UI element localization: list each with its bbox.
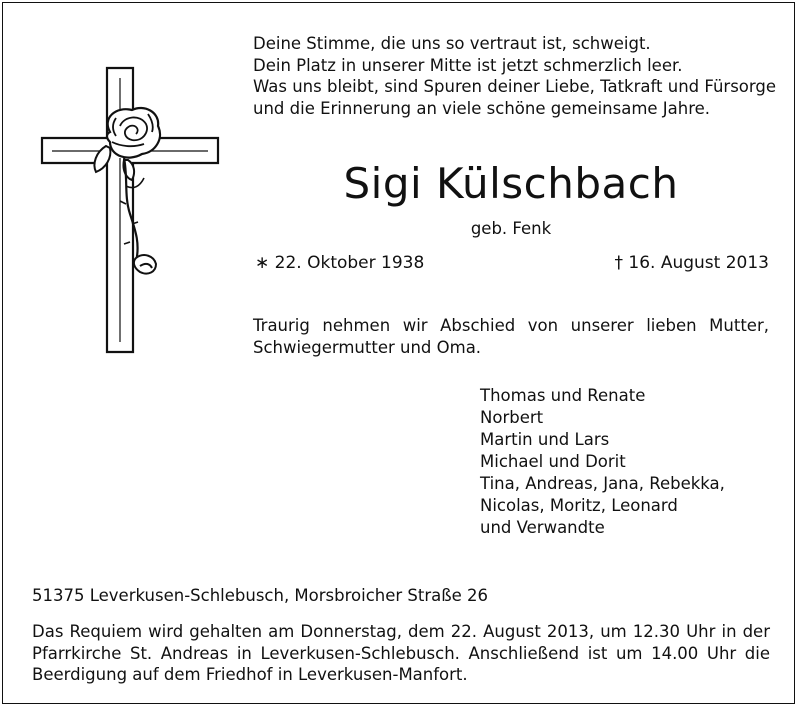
birth-date: ∗ 22. Oktober 1938: [255, 253, 425, 273]
mourner-entry: Nicolas, Moritz, Leonard: [480, 496, 678, 515]
farewell-text: [253, 315, 769, 359]
mourner-entry: Michael und Dorit: [480, 452, 626, 471]
deceased-name: Sigi Külschbach: [343, 159, 679, 208]
poem-line: und die Erinnerung an viele schöne gemeinsame Jahre.: [253, 98, 711, 118]
farewell-line: Schwiegermutter und Oma.: [253, 338, 482, 357]
poem-line: Was uns bleibt, sind Spuren deiner Liebe, Tatkraft und Fürsorge: [253, 77, 777, 96]
address: 51375 Leverkusen-Schlebusch, Morsbroicher Straße 26: [32, 586, 489, 605]
requiem-line: Beerdigung auf dem Friedhof in Leverkusen-Manfort.: [32, 665, 468, 684]
death-date: † 16. August 2013: [614, 253, 769, 273]
mourners-list: [480, 385, 725, 539]
poem: [253, 33, 783, 119]
birth-name: geb. Fenk: [470, 219, 552, 238]
mourner-entry: Martin und Lars: [480, 430, 610, 449]
poem-line: Dein Platz in unserer Mitte ist jetzt schmerzlich leer.: [253, 55, 683, 75]
cross-with-rose-icon: [40, 66, 220, 356]
mourner-entry: Tina, Andreas, Jana, Rebekka,: [480, 474, 725, 493]
farewell-line: Traurig nehmen wir Abschied von unserer lieben Mutter,: [253, 316, 769, 335]
requiem-text: [32, 621, 770, 686]
mourner-entry: Norbert: [480, 408, 544, 427]
poem-line: Deine Stimme, die uns so vertraut ist, schweigt.: [253, 34, 651, 53]
mourner-entry: Thomas und Renate: [480, 386, 646, 405]
mourner-entry: und Verwandte: [480, 518, 605, 537]
requiem-line: Das Requiem wird gehalten am Donnerstag, dem 22. August 2013, um 12.30 Uhr in der: [32, 622, 770, 641]
requiem-line: Pfarrkirche St. Andreas in Leverkusen-Schlebusch. Anschließend ist um 14.00 Uhr die: [32, 643, 770, 663]
